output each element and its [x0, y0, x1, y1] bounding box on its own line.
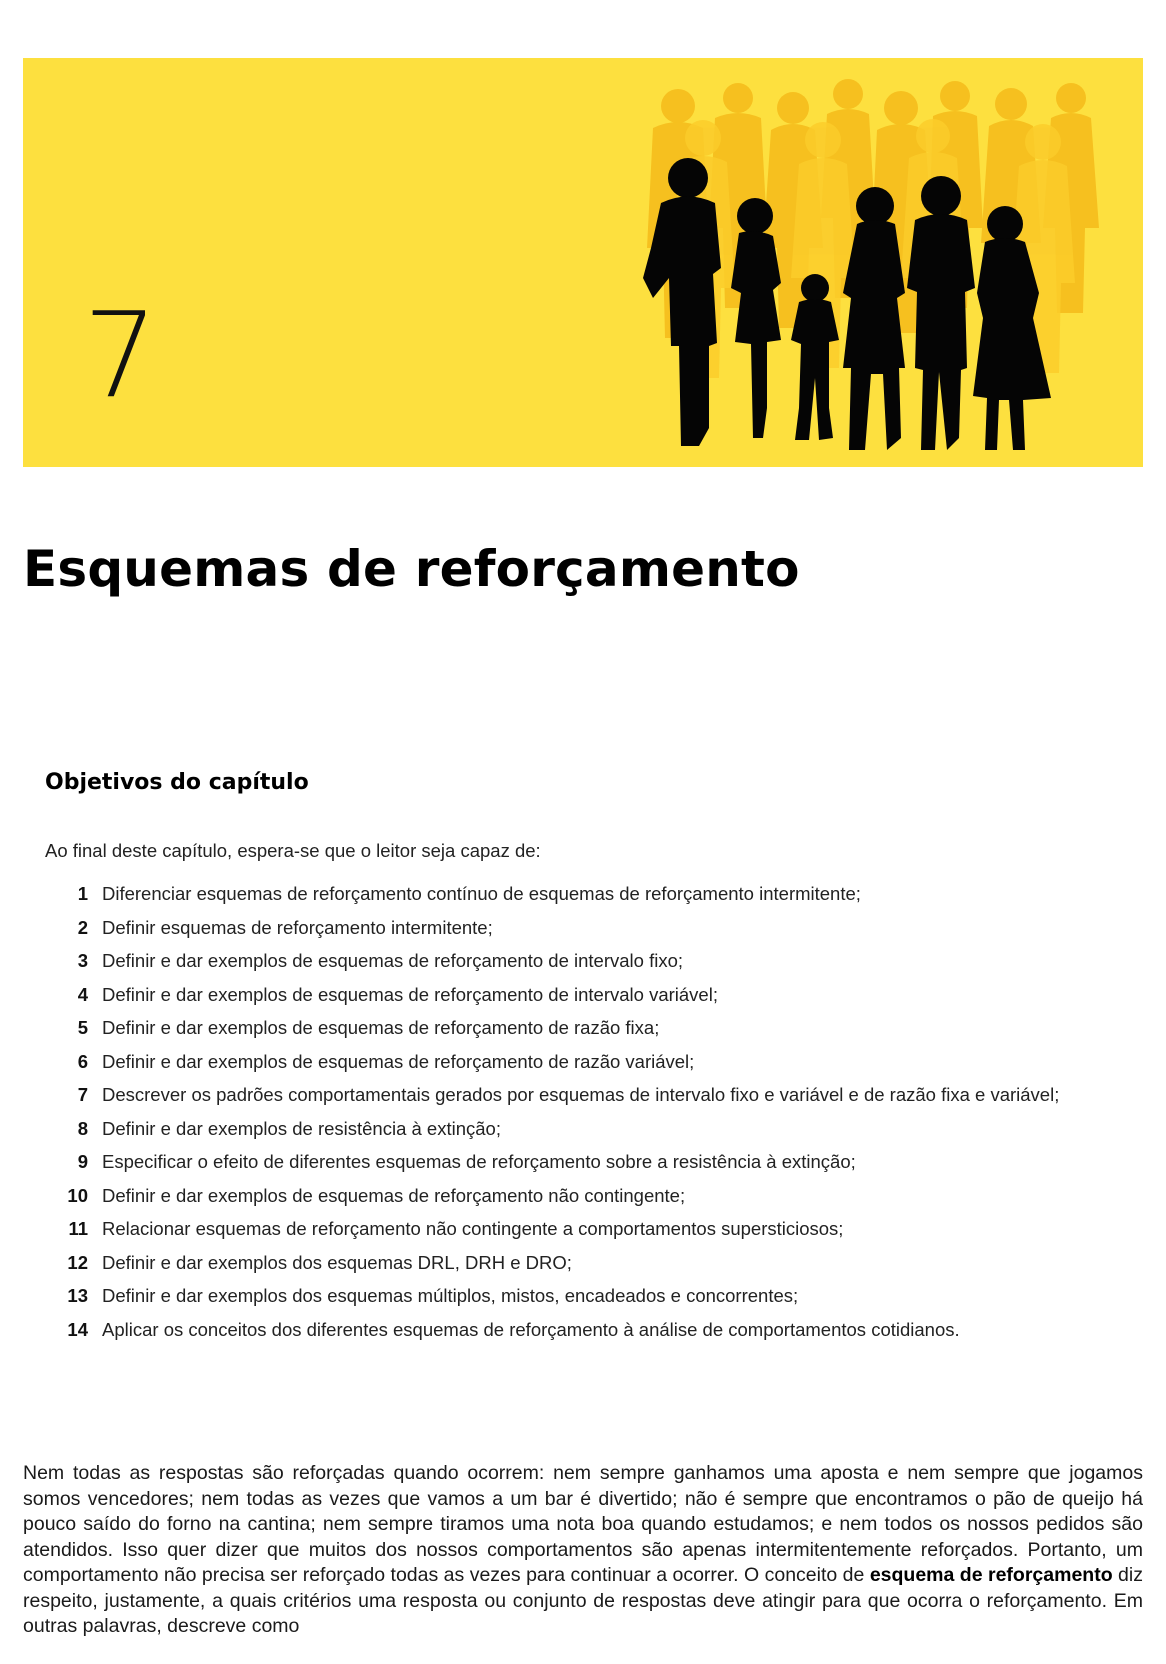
objective-text: Definir e dar exemplos dos esquemas DRL, DRH e DRO; [102, 1251, 572, 1273]
chapter-banner [23, 58, 1143, 467]
objective-text: Definir e dar exemplos de esquemas de reforçamento de razão fixa; [102, 1017, 660, 1038]
objective-item [45, 1150, 1105, 1174]
objective-text: Definir e dar exemplos de esquemas de reforçamento de intervalo variável; [102, 983, 718, 1005]
objective-item [45, 1284, 1105, 1308]
objective-number: 7 [77, 1084, 88, 1105]
objective-number: 11 [68, 1218, 88, 1239]
objective-text: Definir e dar exemplos de esquemas de reforçamento de razão variável; [102, 1050, 695, 1072]
objective-number: 13 [67, 1285, 88, 1306]
objective-text: Definir e dar exemplos de esquemas de reforçamento não contingente; [102, 1184, 686, 1206]
objectives-heading: Objetivos do capítulo [45, 770, 309, 795]
objective-text: Aplicar os conceitos dos diferentes esquemas de reforçamento à análise de comportamentos cotidianos. [102, 1318, 960, 1340]
objective-item [45, 1251, 1105, 1275]
objectives-intro: Ao final deste capítulo, espera-se que o leitor seja capaz de: [45, 840, 541, 861]
body-paragraph [23, 1461, 1143, 1640]
objective-number: 1 [77, 883, 88, 904]
objective-item [45, 983, 1105, 1007]
objective-number: 9 [77, 1151, 88, 1172]
objective-number: 8 [77, 1117, 88, 1139]
chapter-number: 7 [83, 286, 157, 424]
objective-number: 3 [77, 950, 88, 971]
body-text-part1: Nem todas as respostas são reforçadas quando ocorrem: nem sempre ganhamos uma aposta e nem sempre que jogamos somos vencedores; nem todas as vezes que vamos a um bar é divertido; não é sempre que encontramos o pão de queijo há pouco saído do forno na cantina; nem sempre tiramos uma nota boa quando estudamos; e nem todos os nossos pedidos são atendidos. Isso quer dizer que muitos dos nossos comportamentos são apenas intermitentemente reforçados. Portanto, um comportamento não precisa ser reforçado todas as vezes para continuar a ocorrer. O conceito de [23, 1462, 1143, 1586]
body-text-part2: diz respeito, justamente, a quais critérios uma resposta ou conjunto de respostas deve atingir para que ocorra o reforçamento. Em outras palavras, descreve como [23, 1564, 1143, 1637]
objective-number: 12 [67, 1251, 88, 1273]
people-silhouettes-image [643, 78, 1123, 467]
body-bold-term: esquema de reforçamento [869, 1564, 1113, 1586]
objective-number: 5 [77, 1017, 88, 1038]
objective-item [45, 1117, 1105, 1141]
objective-text: Definir e dar exemplos de esquemas de reforçamento de intervalo fixo; [102, 950, 683, 971]
objective-item [45, 916, 1105, 940]
objective-text: Diferenciar esquemas de reforçamento contínuo de esquemas de reforçamento intermitente; [102, 883, 861, 904]
objective-item [45, 1318, 1105, 1342]
objective-item [45, 1217, 1105, 1241]
chapter-title: Esquemas de reforçamento [23, 540, 800, 598]
objective-text: Definir e dar exemplos de resistência à extinção; [102, 1117, 501, 1139]
objective-number: 4 [77, 983, 88, 1005]
objective-text: Especificar o efeito de diferentes esquemas de reforçamento sobre a resistência à extinção; [102, 1151, 856, 1172]
objective-item [45, 1016, 1105, 1040]
objective-number: 2 [77, 916, 88, 938]
objective-item [45, 1083, 1105, 1107]
objective-item [45, 1050, 1105, 1074]
objective-number: 10 [67, 1184, 88, 1206]
objective-text: Definir e dar exemplos dos esquemas múltiplos, mistos, encadeados e concorrentes; [102, 1285, 799, 1306]
objective-text: Definir esquemas de reforçamento intermitente; [102, 916, 493, 938]
objective-text: Descrever os padrões comportamentais gerados por esquemas de intervalo fixo e variável e de razão fixa e variável; [102, 1084, 1060, 1105]
objective-item [45, 949, 1105, 973]
objectives-list [45, 882, 1105, 1351]
objective-item [45, 1184, 1105, 1208]
objective-number: 14 [67, 1318, 88, 1340]
objective-item [45, 882, 1105, 906]
chapter-objectives [45, 770, 1115, 1340]
objective-number: 6 [77, 1050, 88, 1072]
objective-text: Relacionar esquemas de reforçamento não contingente a comportamentos supersticiosos; [102, 1218, 844, 1239]
